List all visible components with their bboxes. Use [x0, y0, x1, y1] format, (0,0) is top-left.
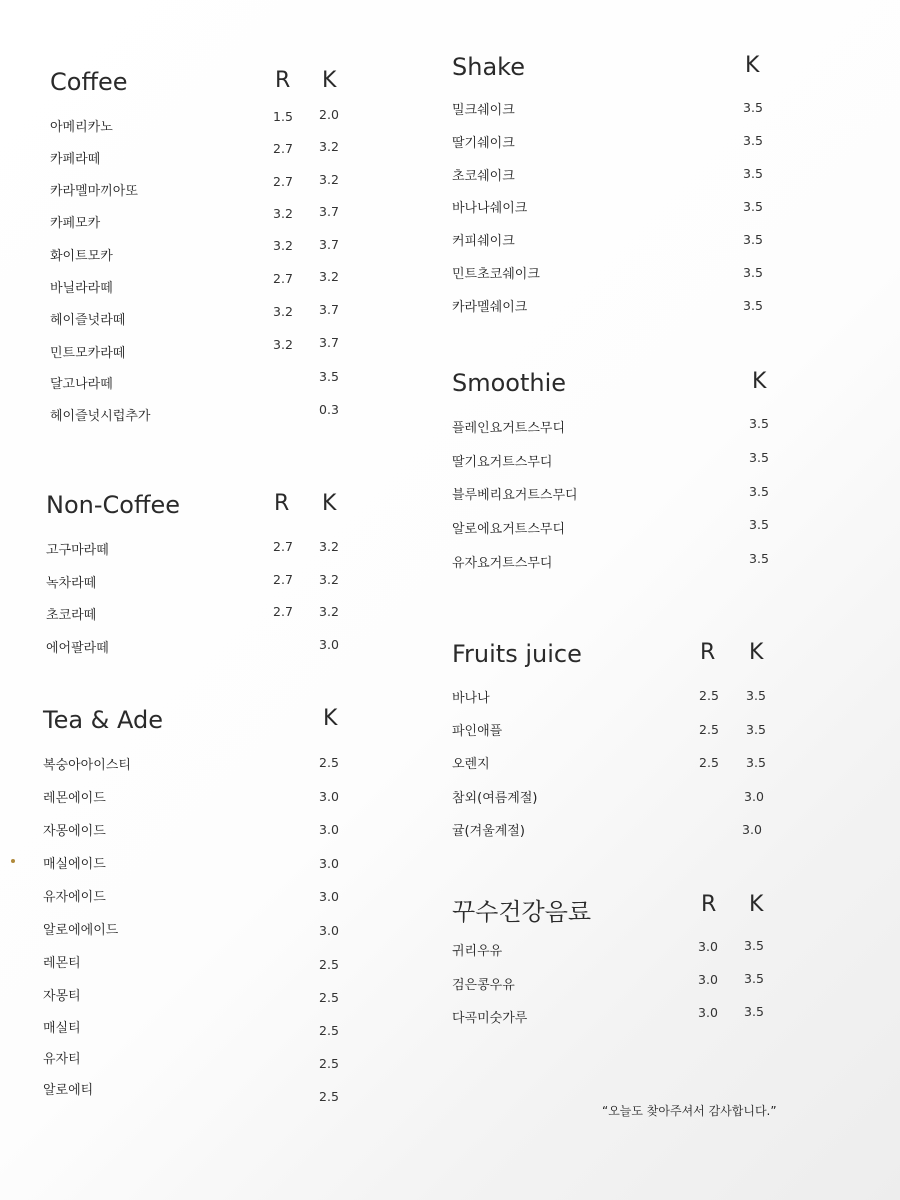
size-header-k: K [745, 53, 760, 78]
menu-item: 헤이즐넛시럽추가 [50, 409, 151, 424]
price-k: 0.3 [319, 402, 339, 417]
size-header-k: K [749, 640, 764, 665]
menu-item: 유자요거트스무디 [452, 556, 553, 571]
menu-item: 알로에에이드 [43, 923, 119, 938]
price-k: 3.5 [749, 416, 769, 431]
menu-item: 바나나 [452, 691, 490, 706]
price-k: 3.5 [743, 100, 763, 115]
price-r: 2.7 [273, 141, 293, 156]
menu-item: 유자에이드 [43, 890, 106, 905]
menu-item: 귤(겨울계절) [452, 824, 525, 839]
price-k: 3.0 [319, 889, 339, 904]
price-r: 2.7 [273, 539, 293, 554]
menu-item: 귀리우유 [452, 944, 503, 959]
menu-item: 레몬티 [43, 956, 81, 971]
size-header-k: K [322, 68, 337, 93]
menu-item: 달고나라떼 [50, 377, 113, 392]
menu-item: 카라멜쉐이크 [452, 300, 528, 315]
price-k: 3.7 [319, 335, 339, 350]
menu-item: 화이트모카 [50, 249, 113, 264]
size-header-k: K [749, 892, 764, 917]
price-r: 2.7 [273, 271, 293, 286]
price-k: 3.0 [319, 789, 339, 804]
size-header-r: R [701, 892, 717, 917]
menu-item: 다곡미숫가루 [452, 1011, 528, 1026]
size-header-k: K [322, 491, 337, 516]
menu-item: 아메리카노 [50, 120, 113, 135]
price-k: 2.5 [319, 990, 339, 1005]
size-header-r: R [700, 640, 716, 665]
menu-item: 초코라떼 [46, 608, 97, 623]
price-k: 2.5 [319, 755, 339, 770]
section-title: Coffee [50, 68, 128, 96]
menu-item: 바닐라라떼 [50, 281, 113, 296]
price-k: 3.5 [743, 265, 763, 280]
price-k: 3.2 [319, 172, 339, 187]
price-k: 2.5 [319, 957, 339, 972]
price-k: 3.0 [744, 789, 764, 804]
menu-item: 검은콩우유 [452, 978, 515, 993]
price-k: 3.7 [319, 302, 339, 317]
size-header-r: R [274, 491, 290, 516]
menu-item: 딸기쉐이크 [452, 136, 515, 151]
price-r: 2.5 [699, 755, 719, 770]
menu-item: 딸기요거트스무디 [452, 455, 553, 470]
menu-item: 헤이즐넛라떼 [50, 313, 126, 328]
price-r: 3.2 [273, 337, 293, 352]
thanks-note: “오늘도 찾아주셔서 감사합니다.” [602, 1104, 777, 1118]
menu-item: 매실에이드 [43, 857, 106, 872]
price-k: 3.2 [319, 139, 339, 154]
price-r: 2.5 [699, 688, 719, 703]
menu-item: 민트초코쉐이크 [452, 267, 540, 282]
price-r: 2.7 [273, 174, 293, 189]
price-k: 3.0 [319, 856, 339, 871]
menu-item: 밀크쉐이크 [452, 103, 515, 118]
price-k: 3.0 [319, 923, 339, 938]
menu-item: 민트모카라떼 [50, 346, 126, 361]
price-k: 3.7 [319, 237, 339, 252]
size-header-k: K [752, 369, 767, 394]
menu-item: 파인애플 [452, 724, 503, 739]
price-k: 3.5 [744, 971, 764, 986]
menu-item: 자몽에이드 [43, 824, 106, 839]
price-k: 3.5 [746, 688, 766, 703]
menu-item: 알로에요거트스무디 [452, 522, 566, 537]
section-title: Fruits juice [452, 640, 582, 668]
price-k: 3.5 [749, 517, 769, 532]
price-k: 3.0 [319, 822, 339, 837]
price-r: 3.0 [698, 939, 718, 954]
size-header-k: K [323, 706, 338, 731]
price-r: 2.7 [273, 572, 293, 587]
menu-item: 카페라떼 [50, 152, 101, 167]
menu-item: 알로에티 [43, 1083, 94, 1098]
menu-item: 플레인요거트스무디 [452, 421, 566, 436]
price-k: 2.5 [319, 1056, 339, 1071]
price-r: 3.2 [273, 304, 293, 319]
price-k: 3.5 [743, 199, 763, 214]
price-k: 3.5 [743, 133, 763, 148]
price-r: 2.5 [699, 722, 719, 737]
menu-item: 레몬에이드 [43, 791, 106, 806]
price-k: 3.2 [319, 604, 339, 619]
menu-item: 고구마라떼 [46, 543, 109, 558]
menu-item: 오렌지 [452, 757, 490, 772]
price-k: 2.5 [319, 1089, 339, 1104]
section-title: Tea & Ade [43, 706, 164, 734]
paper-speck [11, 859, 15, 863]
price-r: 3.2 [273, 206, 293, 221]
price-k: 3.5 [743, 298, 763, 313]
menu-item: 카페모카 [50, 216, 101, 231]
price-k: 3.0 [319, 637, 339, 652]
section-title: Smoothie [452, 369, 567, 397]
price-k: 3.5 [744, 1004, 764, 1019]
price-k: 3.2 [319, 572, 339, 587]
price-r: 3.2 [273, 238, 293, 253]
price-r: 3.0 [698, 1005, 718, 1020]
menu-item: 매실티 [43, 1021, 81, 1036]
price-k: 3.5 [749, 551, 769, 566]
price-r: 2.7 [273, 604, 293, 619]
size-header-r: R [275, 68, 291, 93]
menu-item: 자몽티 [43, 989, 81, 1004]
menu-item: 바나나쉐이크 [452, 201, 528, 216]
menu-item: 참외(여름계절) [452, 791, 538, 806]
section-title: Shake [452, 53, 525, 81]
price-r: 3.0 [698, 972, 718, 987]
menu-item: 블루베리요거트스무디 [452, 488, 578, 503]
price-k: 3.7 [319, 204, 339, 219]
menu-item: 유자티 [43, 1052, 81, 1067]
menu-item: 카라멜마끼아또 [50, 184, 138, 199]
price-k: 3.5 [743, 166, 763, 181]
price-r: 1.5 [273, 109, 293, 124]
price-k: 3.5 [749, 450, 769, 465]
price-k: 3.0 [742, 822, 762, 837]
price-k: 3.5 [746, 755, 766, 770]
menu-item: 커피쉐이크 [452, 234, 515, 249]
price-k: 3.5 [319, 369, 339, 384]
price-k: 3.2 [319, 269, 339, 284]
price-k: 2.5 [319, 1023, 339, 1038]
price-k: 3.5 [746, 722, 766, 737]
menu-item: 에어팔라떼 [46, 641, 109, 656]
price-k: 3.5 [749, 484, 769, 499]
price-k: 3.5 [743, 232, 763, 247]
price-k: 3.2 [319, 539, 339, 554]
price-k: 2.0 [319, 107, 339, 122]
price-k: 3.5 [744, 938, 764, 953]
menu-item: 녹차라떼 [46, 576, 97, 591]
menu-item: 초코쉐이크 [452, 169, 515, 184]
section-title: 꾸수건강음료 [452, 898, 592, 926]
menu-item: 복숭아아이스티 [43, 758, 131, 773]
section-title: Non-Coffee [46, 491, 181, 519]
